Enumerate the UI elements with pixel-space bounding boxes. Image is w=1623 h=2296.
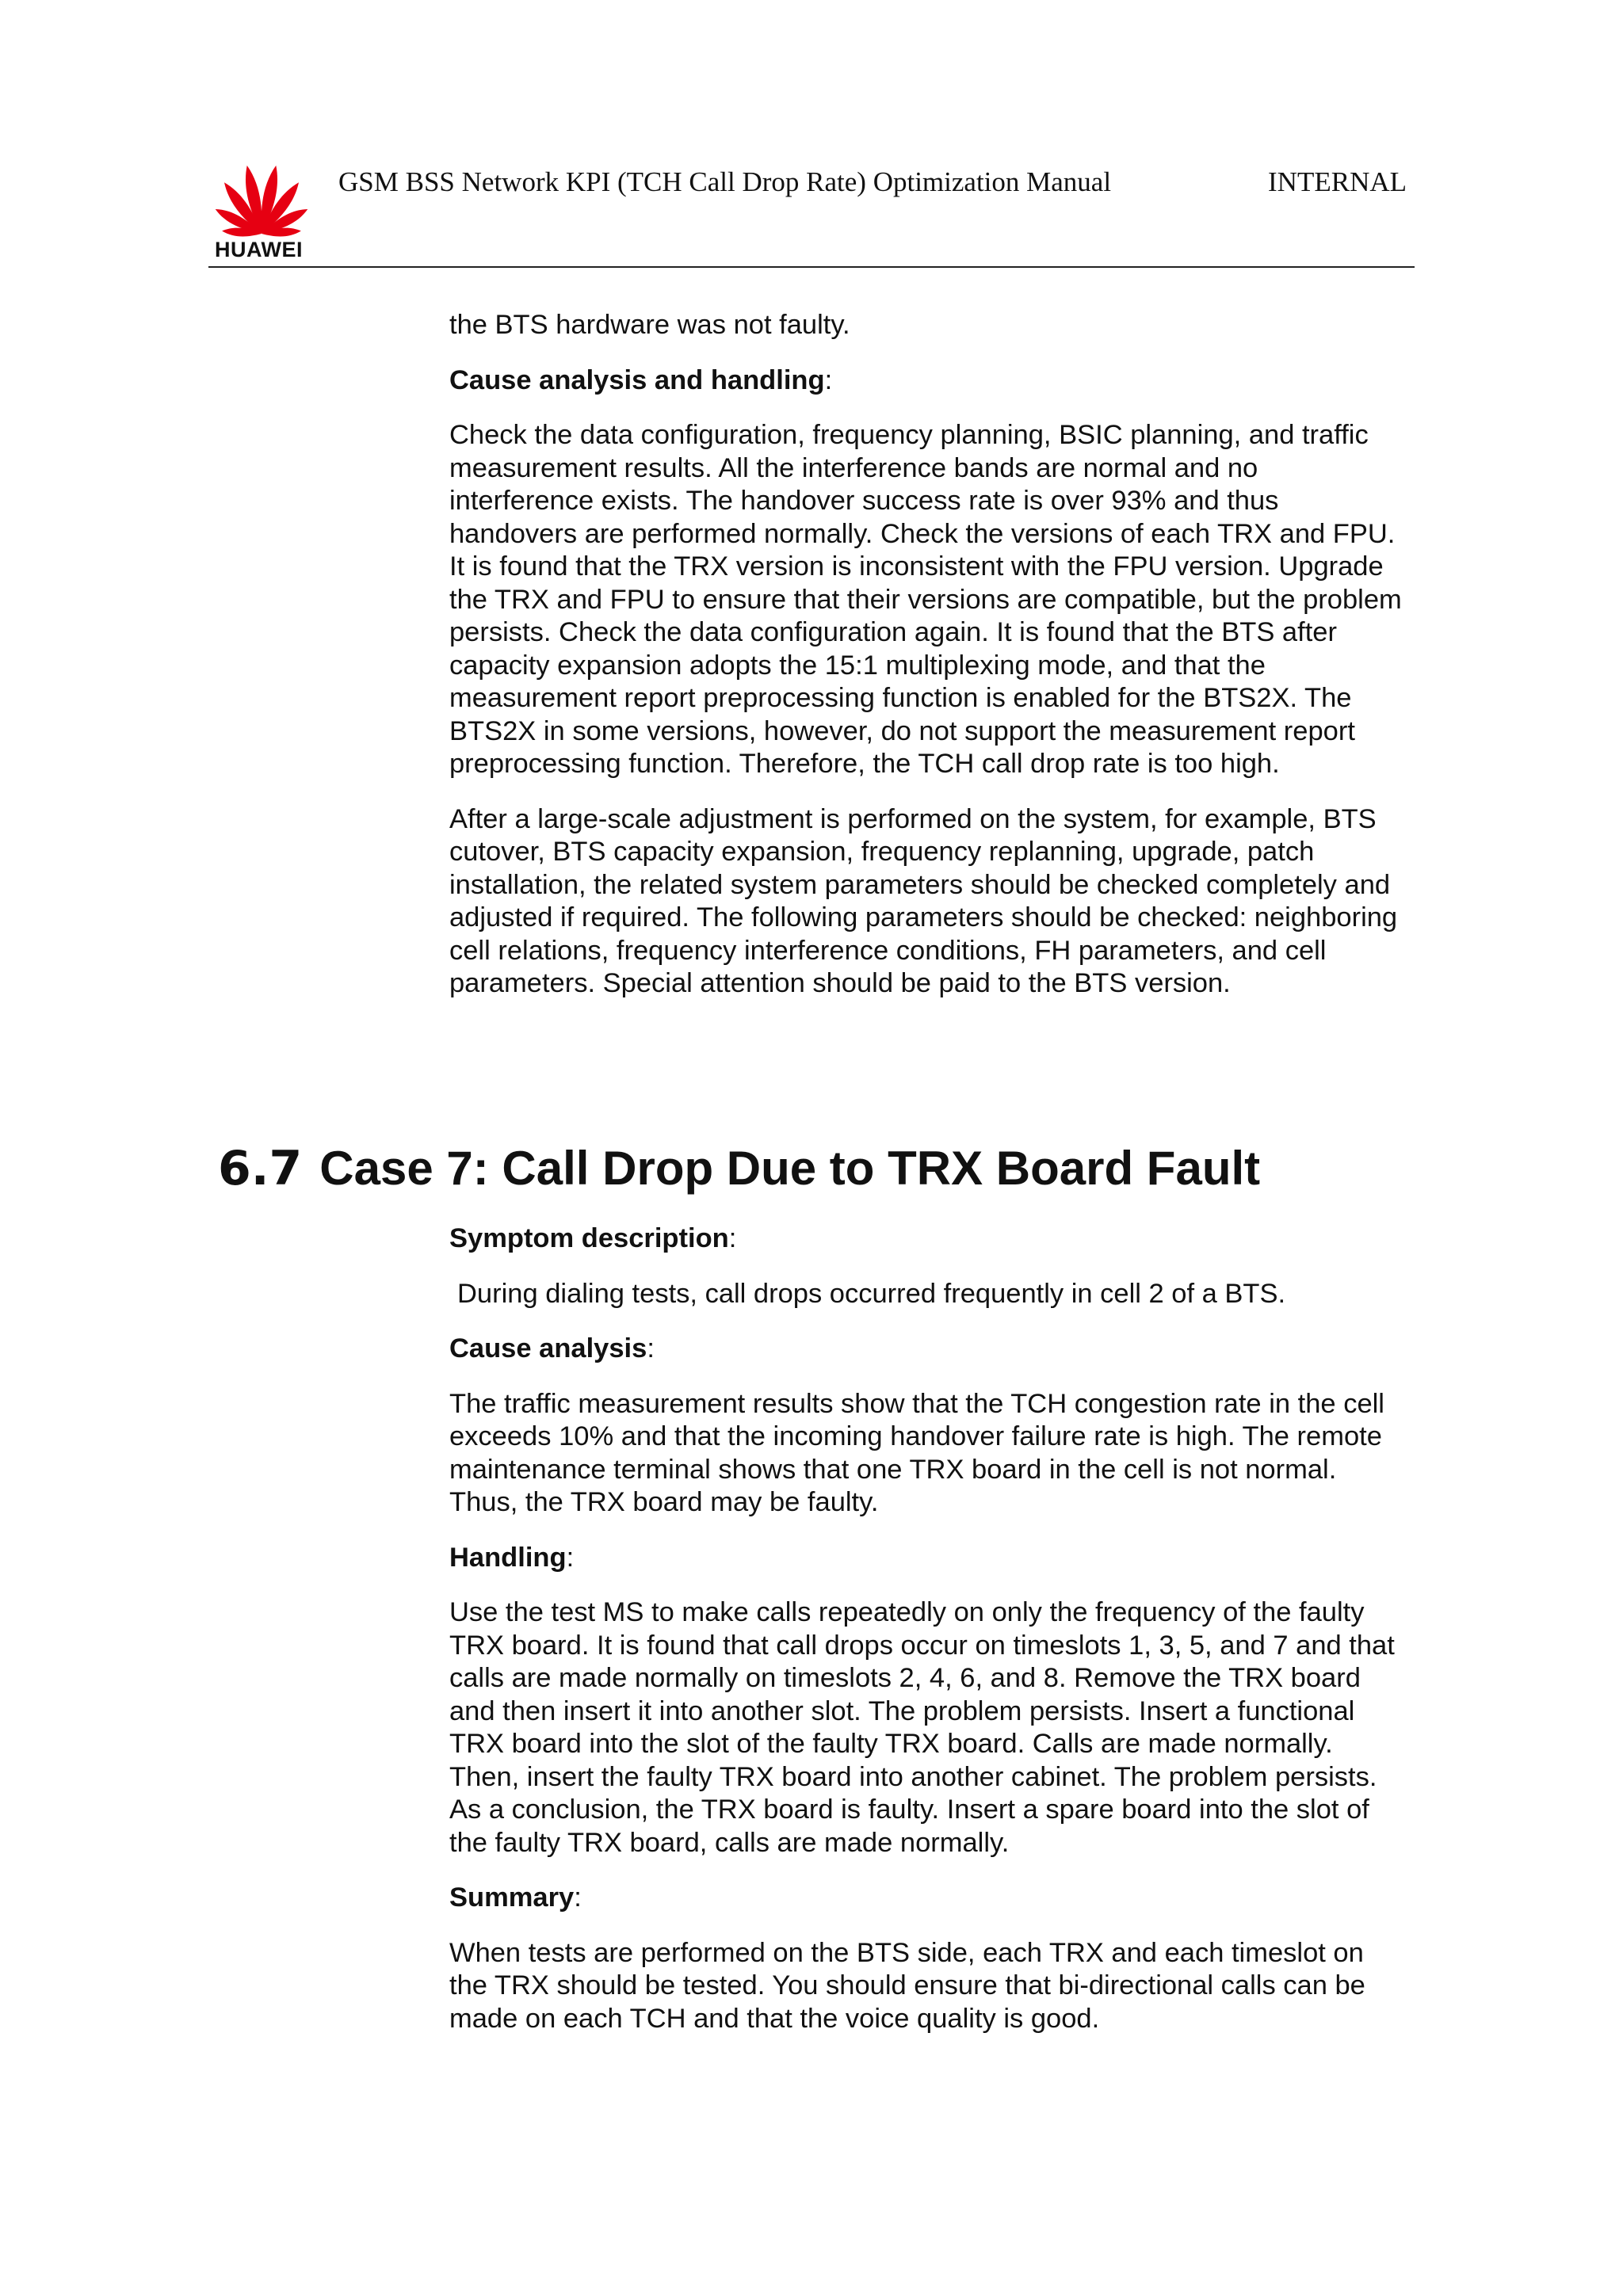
header-divider: [208, 266, 1415, 268]
label-colon: :: [647, 1333, 655, 1363]
summary-paragraph: When tests are performed on the BTS side, each TRX and each timeslot on the TRX should be tested. You should ensure that bi-directional calls can be made on each TCH and that the voice quality is good.: [449, 1937, 1365, 2034]
section-title: Case 7: Call Drop Due to TRX Board Fault: [319, 1142, 1261, 1195]
label-colon: :: [728, 1223, 737, 1253]
summary-label: Summary: [449, 1882, 575, 1913]
symptom-heading: [449, 1222, 1408, 1256]
symptom-paragraph: During dialing tests, call drops occurred frequently in cell 2 of a BTS.: [457, 1278, 1286, 1309]
handling-paragraph: Use the test MS to make calls repeatedly on only the frequency of the faulty TRX board. It is found that call drops occur on timeslots 1, 3, 5, and 7 and that calls are made normally on timeslots 2, 4, 6, and 8. Remove the TRX board and then insert it into another slot. The problem persists. Insert a functional TRX board into the slot of the faulty TRX board. Calls are made normally. Then, insert the faulty TRX board into another cabinet. The problem persists. As a conclusion, the TRX board is faulty. Insert a spare board into the slot of the faulty TRX board, calls are made normally.: [449, 1597, 1395, 1858]
classification-label: INTERNAL: [1268, 166, 1407, 197]
cause-handling-paragraph: Check the data configuration, frequency planning, BSIC planning, and traffic measurement results. All the interference bands are normal and no interference exists. The handover success rate is over 93% and thus handovers are performed normally. Check the versions of each TRX and FPU. It is found that the TRX version is inconsistent with the FPU version. Upgrade the TRX and FPU to ensure that their versions are compatible, but the problem persists. Check the data configuration again. It is found that the BTS after capacity expansion adopts the 15:1 multiplexing mode, and that the measurement report preprocessing function is enabled for the BTS2X. The BTS2X in some versions, however, do not support the measurement report preprocessing function. Therefore, the TCH call drop rate is too high.: [449, 420, 1402, 779]
cause-handling-heading: [449, 364, 1408, 398]
content-block-case7: [449, 1222, 1408, 2058]
cause-label: Cause analysis: [449, 1333, 647, 1363]
label-colon: :: [566, 1542, 575, 1573]
section-heading: [218, 1141, 1260, 1196]
label-colon: :: [824, 364, 833, 395]
adjustment-paragraph: After a large-scale adjustment is performed on the system, for example, BTS cutover, BTS capacity expansion, frequency replanning, upgrade, patch installation, the related system parameters should be checked completely and adjusted if required. The following parameters should be checked: neighboring cell relations, frequency interference conditions, FH parameters, and cell parameters. Special attention should be paid to the BTS version.: [449, 803, 1398, 998]
content-block-continued: [449, 309, 1408, 1001]
section-number: 6.7: [218, 1141, 303, 1196]
continued-sentence: the BTS hardware was not faulty.: [449, 310, 850, 340]
huawei-logo: [210, 158, 313, 261]
handling-heading: [449, 1542, 1408, 1575]
cause-heading: [449, 1333, 1408, 1366]
logo-wordmark: HUAWEI: [215, 238, 303, 261]
page-header: [210, 158, 1415, 268]
document-title: GSM BSS Network KPI (TCH Call Drop Rate) Optimization Manual: [338, 166, 1112, 197]
huawei-petals-icon: [210, 158, 313, 238]
symptom-label: Symptom description: [449, 1223, 729, 1253]
label-colon: :: [574, 1882, 582, 1913]
cause-handling-label: Cause analysis and handling: [449, 364, 825, 395]
handling-label: Handling: [449, 1542, 567, 1573]
summary-heading: [449, 1882, 1408, 1915]
cause-paragraph: The traffic measurement results show that the TCH congestion rate in the cell exceeds 10% and that the incoming handover failure rate is high. The remote maintenance terminal shows that one TRX board in the cell is not normal. Thus, the TRX board may be faulty.: [449, 1388, 1384, 1517]
